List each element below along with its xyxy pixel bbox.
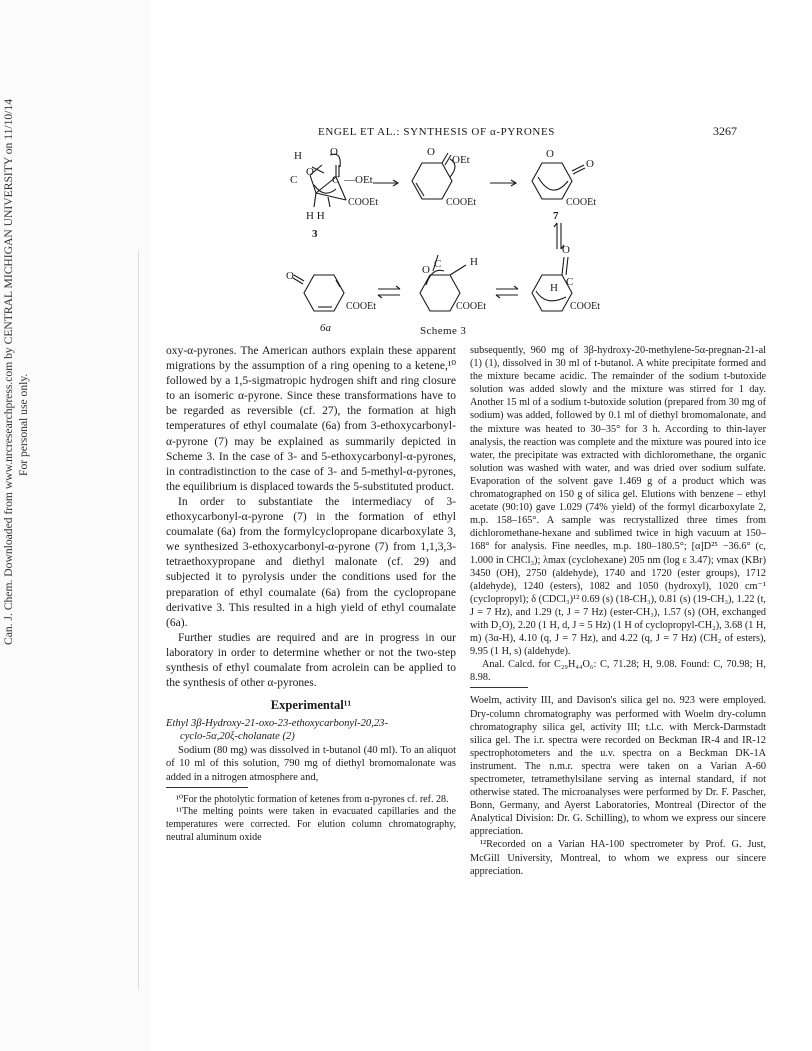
left-paragraph-2: In order to substantiate the intermediacy of 3-ethoxycarbonyl-α-pyrone (7) in the formation of ethyl coumalate (6a) from the formylcyclopropane dicarboxylate 3, we synthesized 3-ethoxycarbonyl-α-pyrone (7) from 1,1,3,3-tetraethoxypropane and diethyl malonate (cf. 29) and subjected it to pyrolysis under the conditions used for the preparation of ethyl coumalate (6a) from the cyclopropane derivative 3. This resulted in a high yield of ethyl coumalate (6a). xyxy=(166,495,456,629)
footnote-rule-left xyxy=(166,787,248,788)
margin-line xyxy=(138,250,139,990)
right-paragraph-2: Anal. Calcd. for C₂₉H₄₄O₆: C, 71.28; H, 9.08. Found: C, 70.98; H, 8.98. xyxy=(470,659,766,684)
download-watermark xyxy=(1,99,31,645)
compound-title-line-1: Ethyl 3β-Hydroxy-21-oxo-23-ethoxycarbonyl-20,23- xyxy=(166,718,388,730)
left-paragraph-1: oxy-α-pyrones. The American authors explain these apparent migrations by the assumption of a ring opening to a ketene,¹⁰ followed by a 1,5-sigmatropic hydrogen shift and ring closure to an isomeric α-pyrone. Since these transformations have to be regarded as reversible (cf. 27), the formation at high temperatures of ethyl coumalate (6a) from 3-ethoxycarbonyl-α-pyrone (7) may be explained as summarily depicted in Scheme 3. In the case of 3- and 5-ethoxycarbonyl-α-pyrones, in contradistinction to the case of 3- and 5-methyl-α-pyrones, the equilibrium is displaced towards the 5-substituted product. xyxy=(166,345,456,493)
compound-title-line-2: cyclo-5α,20ξ-cholanate (2) xyxy=(180,731,295,743)
watermark-line-1: Can. J. Chem. Downloaded from www.nrcresearchpress.com by CENTRAL MICHIGAN UNIVERSITY on 11/10/14 xyxy=(2,99,15,645)
footnote-11: ¹¹The melting points were taken in evacuated capillaries and the temperatures were corrected. For elution column chromatography, neutral aluminum oxide xyxy=(166,806,456,843)
footnote-rule-right xyxy=(470,687,528,688)
scheme-label-h-1: H xyxy=(470,256,478,268)
scheme-label-h-top: H xyxy=(294,150,302,162)
footnote-10: ¹⁰For the photolytic formation of ketenes from α-pyrones cf. ref. 28. xyxy=(176,793,449,805)
scheme-label-cooet-4: COOEt xyxy=(346,301,376,312)
scheme-label-c-3: C xyxy=(434,258,442,270)
left-paragraph-4: Sodium (80 mg) was dissolved in t-butanol (40 ml). To an aliquot of 10 ml of this solution, 790 mg of diethyl bromomalonate was added in a nitrogen atmosphere and, xyxy=(166,745,456,783)
scheme-label-o-1: O xyxy=(306,166,314,178)
right-paragraph-1: subsequently, 960 mg of 3β-hydroxy-20-methylene-5α-pregnan-21-al (1) (1), dissolved in 30 ml of t-butanol. A white precipitate formed and the mixture became acidic. The remainder of the sodium t-butoxide solution was added slowly and the mixture was stirred for 1 day. Another 15 ml of a sodium t-butoxide solution (prepared from 30 mg of sodium) was added, followed by 0.1 ml of diethyl bromomalonate, and the mixture was heated to 30–35° for 3 h. According to thin-layer analysis, the reaction was complete and the mixture was poured into ice water, the precipitate was extracted with dichloromethane, the organic solution was washed with water, and was dried over sodium sulfate. Evaporation of the solvent gave 1.469 g of a product which was chromatographed on 150 g of silica gel. Elutions with benzene – ethyl acetate (90:10) gave 1.029 (74% yield) of the formyl dicarboxylate 2, m.p. 158–165°. A sample was recrystallized three times from dichloromethane-hexane and sublimed twice in high vacuum at 150–168° for analysis. Fine needles, m.p. 180–180.5°; [α]D²⁵ −36.6° (c, 1.000 in CHCl₃); λmax (cyclohexane) 205 nm (log ε 3.47); νmax (KBr) 3450 (OH), 2750 (aldehyde), 1740 and 1720 (ester groups), 1712 (aldehyde), 1240 (esters), 1082 and 1050 (hydroxyl), 1020 cm⁻¹ (cyclopropyl); δ (CDCl₃)¹² 0.69 (s) (18-CH₃), 0.81 (s) (19-CH₃), 1.22 (t, J = 7 Hz), and 1.29 (t, J = 7 Hz) (ester-CH₃), 1.57 (s) (OH, exchanged with D₂O), 2.20 (1 H, d, J = 5 Hz) (1 H of cyclopropyl-CH₂), 3.68 (1 H, m) (3α-H), 4.10 (q, J = 7 Hz), and 4.22 (q, J = 7 Hz) (CH₂ of esters), 9.95 (1 H, s) (aldehyde). xyxy=(470,345,766,658)
left-column xyxy=(166,344,456,844)
scheme-label-o-8: O xyxy=(562,244,570,256)
reaction-scheme xyxy=(270,145,770,345)
scheme-label-o-4: O xyxy=(546,148,554,160)
scheme-label-cooet-3: COOEt xyxy=(566,197,596,208)
scheme-label-oet-2: OEt xyxy=(452,154,470,166)
scheme-drawing xyxy=(270,145,770,345)
scheme-label-c-4: C xyxy=(566,276,574,288)
footnote-11-continued: Woelm, activity III, and Davison's silica gel no. 923 were employed. Dry-column chromatography was performed with Woelm dry-column chromatography silica gel, activity III; t.l.c. with Merck-Darmstadt silica gel. The i.r. spectra were recorded on Beckman IR-4 and IR-12 spectrophotometers and the u.v. spectra on a Beckman DK-1A instrument. The n.m.r. spectra were taken on a Varian A-60 spectrometer, tetramethylsilane serving as internal standard, if not otherwise stated. The microanalyses were performed by Dr. F. Pascher, Bonn, Germany, and Ayerst Laboratories, Montreal (Director of the Analytical Division: Dr. G. Schilling), to whom we express our sincere appreciation. xyxy=(470,695,766,838)
page-number: 3267 xyxy=(713,124,737,138)
scheme-label-o-6: O xyxy=(286,270,294,282)
scheme-label-cooet-5: COOEt xyxy=(456,301,486,312)
compound-title xyxy=(166,717,456,743)
left-paragraph-3: Further studies are required and are in progress in our laboratory in order to determine whether or not the two-step synthesis of ethyl coumalate from acrolein can be applied to the synthesis of other α-pyrones. xyxy=(166,631,456,690)
experimental-heading: Experimental¹¹ xyxy=(270,698,352,713)
compound-6a-label: 6a xyxy=(320,322,331,334)
scheme-label-o-5: O xyxy=(586,158,594,170)
watermark-line-2: For personal use only. xyxy=(17,373,30,477)
scheme-label-o-2: O xyxy=(330,146,338,158)
scheme-label-o-7: O xyxy=(422,264,430,276)
scheme-label-c-1: C xyxy=(290,174,298,186)
right-column xyxy=(470,344,766,878)
compound-7-label: 7 xyxy=(553,210,559,222)
scheme-label-cooet-1: COOEt xyxy=(348,197,378,208)
scheme-label-c-2: C xyxy=(332,174,340,186)
scheme-label-h-2: H xyxy=(550,282,558,294)
scheme-label-cooet-2: COOEt xyxy=(446,197,476,208)
scheme-label-oet-1: —OEt xyxy=(344,174,373,186)
scheme-label-cooet-6: COOEt xyxy=(570,301,600,312)
scheme-caption: Scheme 3 xyxy=(420,325,467,337)
scheme-label-hh: H H xyxy=(306,210,325,222)
scheme-label-o-3: O xyxy=(427,146,435,158)
footnote-12: ¹²Recorded on a Varian HA-100 spectrometer by Prof. G. Just, McGill University, Montreal, to whom we express our sincere appreciation. xyxy=(470,839,766,877)
compound-3-label: 3 xyxy=(312,228,318,240)
running-header: ENGEL ET AL.: SYNTHESIS OF α-PYRONES xyxy=(318,126,555,138)
